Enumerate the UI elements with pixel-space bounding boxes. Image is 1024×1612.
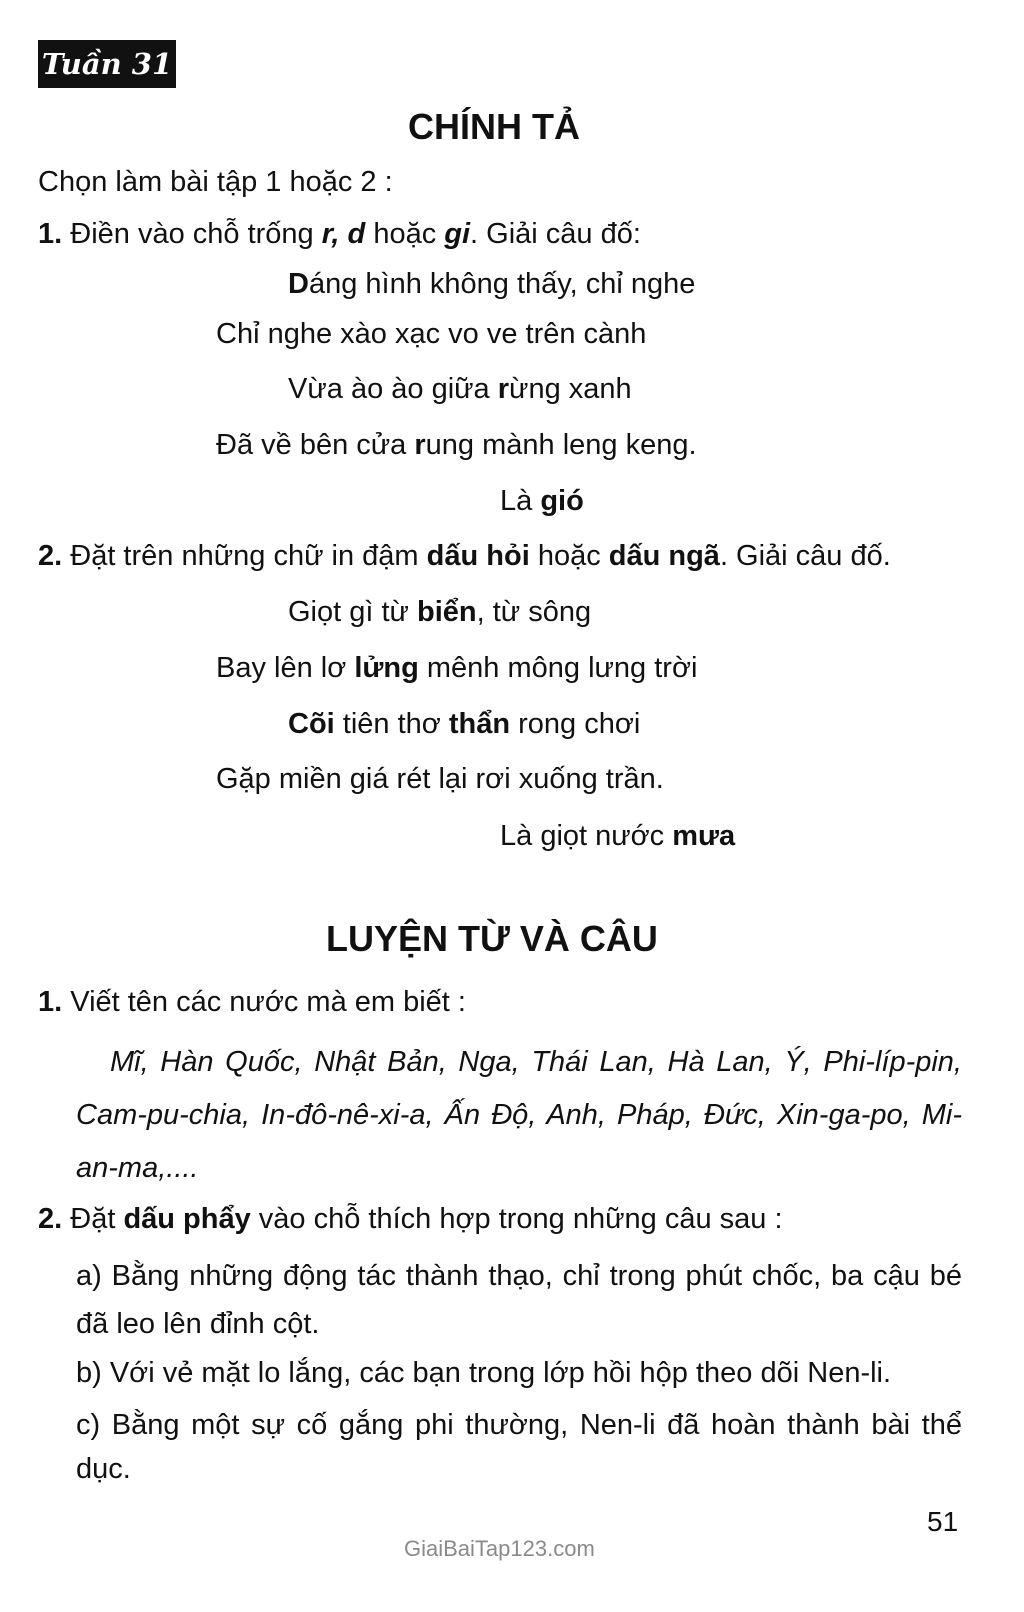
sentence-c: c) Bằng một sự cố gắng phi thường, Nen-li đã hoàn thành bài thể dục. — [76, 1409, 962, 1485]
instruction-text: Điền vào chỗ trống — [70, 218, 322, 250]
poem-1-line-3 — [288, 371, 632, 407]
watermark: GiaiBaiTap123.com — [404, 1536, 595, 1561]
instruction-text: . Giải câu đố: — [470, 218, 641, 250]
bold-word: thẩn — [448, 708, 511, 740]
exercise-2-instruction — [38, 538, 891, 574]
answer-label: Là giọt nước — [500, 820, 673, 852]
country-list: Mĩ, Hàn Quốc, Nhật Bản, Nga, Thái Lan, Hà Lan, Ý, Phi-líp-pin, Cam-pu-chia, In-đô-nê-xi-a, Ấn Độ, Anh, Pháp, Đức, Xin-ga-po, Mi-an-ma,.... — [76, 1046, 962, 1184]
filled-letter: D — [288, 268, 309, 300]
instruction-text: vào chỗ thích hợp trong những câu sau : — [250, 1203, 783, 1235]
poem-1-line-2: Chỉ nghe xào xạc vo ve trên cành — [216, 318, 647, 350]
exercise-number: 1. — [38, 218, 63, 250]
week-badge: Tuần 31 — [38, 40, 176, 88]
poem-text: tiên thơ — [334, 708, 449, 740]
bold-term: dấu phẩy — [123, 1203, 251, 1235]
exercise-number: 1. — [38, 986, 63, 1018]
sentence-b: b) Với vẻ mặt lo lắng, các bạn trong lớp hồi hộp theo dõi Nen-li. — [76, 1357, 892, 1389]
poem-text: Giọt gì từ — [288, 596, 418, 628]
poem-1-line-4 — [216, 427, 697, 463]
answer-label: Là — [500, 485, 541, 517]
poem-text: ừng xanh — [509, 373, 632, 405]
instruction-text: Viết tên các nước mà em biết : — [62, 986, 466, 1018]
bold-word: lửng — [354, 652, 419, 684]
sentence-a: a) Bằng những động tác thành thạo, chỉ trong phút chốc, ba cậu bé đã leo lên đỉnh cột. — [76, 1260, 962, 1340]
page-number: 51 — [927, 1506, 959, 1537]
instruction-text: Đặt — [62, 1203, 124, 1235]
instruction-text: . Giải câu đố. — [719, 540, 891, 572]
letter-d: d — [347, 218, 366, 250]
bold-word: Cõi — [288, 708, 335, 740]
poem-2-line-3 — [288, 706, 640, 742]
answer-value: gió — [540, 485, 584, 517]
answer-value: mưa — [672, 820, 736, 852]
riddle-1-answer — [500, 483, 584, 519]
riddle-2-answer — [500, 818, 735, 854]
bold-word: biển — [417, 596, 477, 628]
instruction-text: hoặc — [365, 218, 445, 250]
bold-term: dấu ngã — [608, 540, 720, 572]
section-title-luyen-tu: LUYỆN TỪ VÀ CÂU — [326, 918, 658, 959]
poem-2-line-1 — [288, 594, 591, 630]
bold-term: dấu hỏi — [426, 540, 530, 572]
poem-2-line-2 — [216, 650, 697, 686]
instruction-text: Đặt trên những chữ in đậm — [62, 540, 427, 572]
instruction-text: hoặc — [529, 540, 609, 572]
section-title-chinh-ta: CHÍNH TẢ — [408, 106, 580, 147]
filled-letter: r — [497, 373, 510, 405]
exercise-number: 2. — [38, 540, 63, 572]
lt-exercise-1-instruction — [38, 984, 466, 1020]
poem-text: rong chơi — [510, 708, 641, 740]
letter-gi: gi — [444, 218, 471, 250]
poem-text: Bay lên lơ — [216, 652, 355, 684]
poem-1-line-1 — [288, 266, 695, 302]
lt-exercise-2-instruction — [38, 1201, 783, 1237]
poem-text: ung mành leng keng. — [425, 429, 697, 461]
poem-text: , từ sông — [476, 596, 592, 628]
exercise-number: 2. — [38, 1203, 63, 1235]
filled-letter: r — [414, 429, 426, 461]
poem-text: mênh mông lưng trời — [418, 652, 698, 684]
exercise-1-instruction — [38, 216, 641, 252]
poem-text: áng hình không thấy, chỉ nghe — [308, 268, 696, 300]
poem-text: Đã về bên cửa — [216, 429, 415, 461]
poem-2-line-4: Gặp miền giá rét lại rơi xuống trần. — [216, 763, 664, 795]
chinh-ta-intro: Chọn làm bài tập 1 hoặc 2 : — [38, 166, 393, 198]
poem-text: Vừa ào ào giữa — [288, 373, 498, 405]
letter-r: r, — [321, 218, 340, 250]
